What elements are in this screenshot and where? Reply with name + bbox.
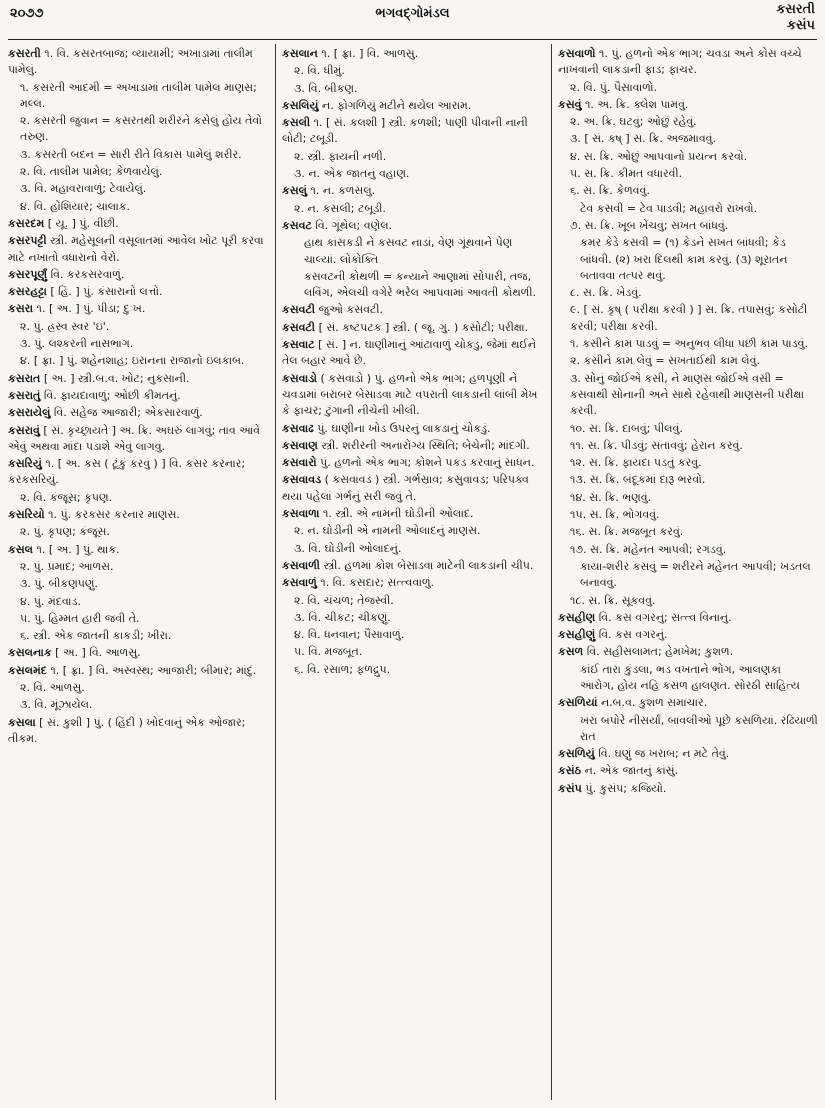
headword: કસવાડો	[282, 371, 318, 385]
headword: કસરા	[8, 302, 34, 316]
dictionary-entry: કસવટી જુઓ કસવટી.	[282, 303, 384, 317]
dictionary-entry: ૩. સોનું જોઈએ કસી, ને માણસ જોઈએ વસી = કસવાથી સોનાની અને સાથે રહેવાથી માણસની પરીક્ષા કરવી.	[570, 371, 805, 418]
dictionary-entry: ૨. વિ. પું. પૈસાવાળો.	[570, 80, 658, 94]
dictionary-entry: ૧૦. સ. ક્રિ. દાબવું; પીલવું.	[570, 421, 683, 435]
dictionary-entry: કસલમંદ ૧. [ ફ્રા. ] વિ. અસ્વસ્થ; આજારી; બીમાર; માંદું.	[8, 663, 257, 677]
dictionary-entry: ૩. વિ. ઘોડીની ઓલાદનું.	[294, 541, 402, 555]
headword: કસલમંદ	[8, 663, 47, 677]
column-2	[282, 46, 546, 1100]
dictionary-entry: ૩. વિ. મૂંઝાયેલ.	[20, 698, 93, 712]
dictionary-entry: ૨. વિ. ધીમું.	[294, 64, 345, 78]
dictionary-entry: કાંઈ તારા કુંડલા, ભડ વખતાને ભોગ, આલણકા આરોગ, હોય નહિ કસળ હાલણત. સોરઠી સાહિત્ય	[580, 662, 800, 692]
dictionary-entry: ૧. કસીને કામ પાડવું = અનુભવ લીધા પછી કામ પાડવું.	[570, 337, 808, 351]
headword: કસવાવડ	[282, 473, 322, 487]
dictionary-entry: કસવાળો ૧. પું. હળનો એક ભાગ; ચવડા અને કોસ વચ્ચે નાખવાની લાકડાની ફાડ; ફાચર.	[558, 47, 802, 77]
headword: કસવારો	[282, 456, 317, 470]
dictionary-entry: ૬. સ. ક્રિ. કેળવવું.	[570, 184, 650, 198]
dictionary-entry: કસરપૂર્ણું વિ. કરકસરવાળું.	[8, 267, 125, 281]
headword: કસવાટ	[282, 338, 315, 352]
dictionary-entry: કસવાટ [ સં. ] ન. ઘાણીમાંનું આંટાવાળું ચોકડું, જેમાં થઈને તેલ બહાર આવે છે.	[282, 338, 537, 368]
dictionary-entry: ૨. કસીને કામ લેવું = સખતાઈથી કામ લેવું.	[570, 354, 760, 368]
dictionary-entry: કસવારો પું. હળનો એક ભાગ; કોશને પકડ કરવાનું સાધન.	[282, 456, 535, 470]
dictionary-entry: ૩. પું. બીકણપણું.	[20, 577, 99, 591]
headword: કસરાવું	[8, 423, 40, 437]
dictionary-entry: કસવાળી સ્ત્રી. હળમાં કોશ બેસાડવા માટેની લાકડાની ચીપ.	[282, 558, 534, 572]
headword: કસંપ	[558, 781, 582, 795]
headword: કસળ	[558, 645, 584, 659]
headword: કસવાઢ	[282, 421, 314, 435]
dictionary-entry: કસરાવું [ સં. કૃચ્છ્રાયતે ] અ. ક્રિ. અઘરું લાગવું; તાવ આવે એવું અથવા માંદા પડાશે એવું લાગવું.	[8, 423, 261, 453]
header-rule	[8, 39, 817, 40]
dictionary-entry: કસળ વિ. સહીસલામત; હેમખેમ; કુશળ.	[558, 645, 734, 659]
headword: કસવું	[558, 97, 582, 111]
headword: કસરાતું	[8, 388, 41, 402]
dictionary-entry: ૧૭. સ. ક્રિ. મહેનત આપવી; રગડવું.	[570, 542, 727, 556]
dictionary-entry: ૨. અ. ક્રિ. ઘટવું; ઓછું રહેવું.	[570, 115, 697, 129]
dictionary-entry: ૨. વિ. કંજૂસ; કૃપણ.	[20, 490, 113, 504]
dictionary-entry: ૭. સ. ક્રિ. ખૂબ ખેંચવું; સખત બાંધવું.	[570, 218, 729, 232]
guide-word-bottom: કસંપ	[786, 18, 815, 33]
headword: કસળિયાં	[558, 696, 598, 710]
headword: કસલા	[8, 715, 36, 729]
headword: કસલિયું	[282, 98, 319, 112]
dictionary-entry: ૫. વિ. મજબૂત.	[294, 645, 363, 659]
dictionary-entry: ૨. પું. પ્રમાદ; આળસ.	[20, 559, 114, 573]
dictionary-entry: ૧૮. સ. ક્રિ. સૂકવવું.	[570, 593, 656, 607]
dictionary-entry: ૧૧. સ. ક્રિ. પીડવું; સતાવવું; હેરાન કરવું.	[570, 438, 743, 452]
headword: કસવાળો	[558, 47, 596, 60]
dictionary-entry: કસળિયાં ન.બ.વ. કુશળ સમાચાર.	[558, 696, 708, 710]
dictionary-entry: ૪. સ. ક્રિ. ઓછું આપવાનો પ્રયત્ન કરવો.	[570, 149, 748, 163]
dictionary-entry: કસલું ૧. ન. કળસલું.	[282, 184, 376, 198]
dictionary-entry: ૫. સ. ક્રિ. કીમત વધારવી.	[570, 167, 683, 181]
dictionary-entry: કસવાઢ પું. ઘાણીના ખોડ ઉપરનું લાકડાનું ચોકડું.	[282, 421, 491, 435]
dictionary-entry: કસલ ૧. [ અ. ] પું. થાક.	[8, 542, 120, 556]
dictionary-entry: ૪. વિ. ધનવાન; પૈસાવાળું.	[294, 628, 405, 642]
dictionary-entry: કસવટની કોથળી = કન્યાને આણામાં સોપારી, તજ, લવિંગ, એલચી વગેરે ભરેલ આપવામાં આવતી કોથળી.	[304, 269, 536, 300]
dictionary-entry: ૩. [ સં. કષ્ ] સ. ક્રિ. અજમાવવું.	[570, 132, 717, 146]
dictionary-entry: કસરાતું વિ. ફાયદાવાળું; ઓછી કીમતનું.	[8, 388, 181, 402]
headword: કસલી	[282, 116, 311, 130]
headword: કસલ	[8, 542, 33, 556]
headword: કસલનાક	[8, 646, 52, 660]
dictionary-entry: ૩. વિ. ચીકટ; ચીકણું.	[294, 610, 391, 624]
headword: કસહીણ	[558, 610, 596, 624]
dictionary-entry: કસરા ૧. [ અ. ] પું. પીડા; દુઃખ.	[8, 302, 146, 316]
headword: કસરિયો	[8, 508, 45, 522]
dictionary-entry: ૮. સ. ક્રિ. ખેડવું.	[570, 286, 642, 300]
dictionary-entry: કસવું ૧. અ. ક્રિ. ક્લેશ પામવું.	[558, 97, 689, 111]
dictionary-entry: ૨. વિ. આળસુ.	[20, 680, 85, 694]
headword: કસરાત	[8, 371, 41, 385]
dictionary-entry: ૩. પું. લશ્કરની નાસભાગ.	[20, 337, 134, 351]
dictionary-entry: હાથ કાંસકડી ને કસવટ નાડાં, વેણ ગૂંથવાને પેણ ચાલ્યાં. લોકોક્તિ	[304, 236, 513, 266]
dictionary-entry: કસહીણ વિ. કસ વગરનું; સત્ત્વ વિનાનું.	[558, 610, 732, 624]
dictionary-entry: કસલાન ૧. [ ફ્રા. ] વિ. આળસુ.	[282, 47, 419, 60]
headword: કસલું	[282, 184, 307, 198]
dictionary-entry: કસવાણ સ્ત્રી. શરીરની અનારોગ્ય સ્થિતિ; બેચેની; માંદગી.	[282, 438, 530, 452]
dictionary-entry: ખરા બપોરે નીસર્યાં, બાવલીઓ પૂછે કસળિયાં. રઢિયાળી રાત	[580, 713, 818, 743]
column-divider	[275, 44, 276, 1100]
dictionary-entry: ૬. સ્ત્રી. એક જાતની કાકડી; ખીરા.	[20, 629, 172, 643]
dictionary-entry: ૩. કસરતી બદન = સારી રીતે વિકાસ પામેલું શરીર.	[20, 147, 242, 161]
dictionary-entry: કમર કેડે કસવી = (૧) કેડને સખત બાંધવી; કેડ બાંધવી. (૨) ખરા દિલથી કામ કરવું. (૩) શૂરાતન બતાવવા તત્પર થવું.	[580, 236, 788, 282]
page-title: ભગવદ્ગોમંડલ	[375, 6, 450, 21]
dictionary-entry: કસવાળા ૧. સ્ત્રી. એ નામની ઘોડીની ઓલાદ.	[282, 507, 474, 521]
dictionary-entry: ૨. વિ. તાલીમ પામેલ; કેળવાયેલું.	[20, 165, 163, 179]
dictionary-entry: ૯. [ સં. કૃષ્ ( પરીક્ષા કરવી ) ] સ. ક્રિ. તપાસવું; કસોટી કરવી; પરીક્ષા કરવી.	[570, 303, 808, 333]
dictionary-entry: કસલિયું ન. ફોગળિયું મટીને થયેલ આરામ.	[282, 98, 472, 112]
headword: કસવાળું	[282, 576, 317, 590]
dictionary-entry: કસલનાક [ અ. ] વિ. આળસુ.	[8, 646, 141, 660]
dictionary-entry: કસરિયો ૧. પું. કરકસર કરનાર માણસ.	[8, 508, 180, 522]
dictionary-entry: કસંપ પું. કુસંપ; કજિયો.	[558, 781, 667, 795]
dictionary-entry: કસરપટ્ટી સ્ત્રી. મહેસૂલની વસૂલાતમાં આવેલ ખોટ પૂરી કરવા માટે નખાતો વધારાનો વેરો.	[8, 234, 264, 264]
dictionary-entry: ૨. ન. કસલી; ટબૂડી.	[294, 201, 386, 215]
dictionary-entry: કસળિયું વિ. ઘણું જ ખરાબ; ન મટે તેવું.	[558, 747, 730, 761]
headword: કસરદમ	[8, 216, 45, 230]
dictionary-entry: કસલી ૧. [ સં. કલશી ] સ્ત્રી. કળશી; પાણી પીવાની નાની લોટી; ટબૂડી.	[282, 116, 528, 146]
headword: કસરહટ્ટા	[8, 285, 47, 299]
dictionary-entry: ૩. વિ. બીકણ.	[294, 81, 358, 95]
dictionary-entry: ટેવ કસવી = ટેવ પાડવી; મહાવરો રાખવો.	[580, 201, 758, 215]
dictionary-entry: કસંઠ ન. એક જાતનું કાંસું.	[558, 764, 679, 778]
dictionary-entry: કસરહટ્ટા [ હિં. ] પું. કંસારાનો લત્તો.	[8, 285, 163, 299]
dictionary-entry: ૨. વિ. ચંચળ; તેજસ્વી.	[294, 593, 394, 607]
dictionary-entry: ૨. કસરતી જુવાન = કસરતથી શરીરને કસેલું હોય તેવો તરુણ.	[20, 114, 262, 144]
dictionary-entry: કસલા [ સં. કુશી ] પું. ( હિંદી ) ખોદવાનું એક ઓજાર; તીકમ.	[8, 715, 246, 745]
guide-word-top: કસરતી	[776, 2, 815, 17]
column-3	[558, 46, 818, 1100]
dictionary-entry: ૨. પું. હ્રસ્વ સ્વર 'ઇ'.	[20, 319, 110, 333]
headword: કસરપટ્ટી	[8, 234, 47, 248]
headword: કસરાયેલું	[8, 406, 51, 420]
dictionary-entry: કસહીણું વિ. કસ વગરનું.	[558, 628, 668, 642]
headword: કસંઠ	[558, 764, 582, 778]
headword: કસહીણું	[558, 628, 596, 642]
dictionary-entry: કસરાત [ અ. ] સ્ત્રી.બ.વ. ખોટ; નુકસાની.	[8, 371, 190, 385]
dictionary-entry: ૨. પું. કૃપણ; કંજૂસ.	[20, 525, 110, 539]
dictionary-entry: કસવાળું ૧. વિ. કસદાર; સત્ત્વવાળું.	[282, 576, 435, 590]
dictionary-entry: ૧. કસરતી આદમી = અખાડામાં તાલીમ પામેલ માણસ; મલ્લ.	[20, 80, 257, 110]
headword: કસરિયું	[8, 457, 42, 471]
dictionary-entry: ૧૫. સ. ક્રિ. ભોગવવું.	[570, 508, 660, 522]
headword: કસવાણ	[282, 438, 318, 452]
dictionary-entry: ૧૬. સ. ક્રિ. મજબૂત કરવું.	[570, 525, 684, 539]
column-divider	[551, 44, 552, 1100]
dictionary-entry: ૩. વિ. મહાવરાવાળું; ટેવાયેલું.	[20, 182, 147, 196]
dictionary-entry: ૪. [ ફ્રા. ] પું. શહેનશાહ; ઇરાનના રાજાનો ઇલકાબ.	[20, 354, 245, 368]
headword: કસલાન	[282, 47, 318, 60]
dictionary-entry: ૧૪. સ. ક્રિ. ભણવું.	[570, 490, 652, 504]
dictionary-entry: ૬. વિ. રસાળ; ફળદ્રુપ.	[294, 662, 391, 676]
dictionary-entry: કસરિયું ૧. [ અ. કસ ( ટૂંકું કરવું ) ] વિ. કસર કરનાર; કરકસરિયું.	[8, 457, 246, 487]
dictionary-entry: કસરાયેલું વિ. સહેજ આજારી; એકસારવાળું.	[8, 406, 203, 420]
page-header	[0, 0, 825, 40]
headword: કસવટી	[282, 303, 316, 317]
headword: કસવટી	[282, 320, 316, 334]
dictionary-entry: ૪. પું. મંદવાડ.	[20, 594, 81, 608]
dictionary-entry: ૫. પું. હિમ્મત હારી જવી તે.	[20, 611, 140, 625]
headword: કસવાળી	[282, 558, 320, 572]
guide-words	[776, 2, 815, 34]
dictionary-entry: ૪. વિ. હોશિયાર; ચાલાક.	[20, 199, 131, 213]
dictionary-entry: કાયા-શરીર કસવું = શરીરને મહેનત આપવી; ખડતલ બનાવવું.	[580, 559, 811, 590]
dictionary-entry: કસવાવડ ( કસવાવડ ) સ્ત્રી. ગર્ભસ્રાવ; કસુવાવડ; પરિપક્વ થયા પહેલાં ગર્ભનું સરી જવું તે.	[282, 473, 529, 503]
dictionary-entry: કસરદમ [ યૂ. ] પું. વીંછી.	[8, 216, 119, 230]
dictionary-entry: ૧૩. સ. ક્રિ. બંદૂકમાં દારૂ ભરવો.	[570, 473, 706, 487]
headword: કસવાળા	[282, 507, 320, 521]
dictionary-entry: કસવટ વિ. ગૂંથેલ; વણેલ.	[282, 218, 393, 232]
dictionary-entry: ૩. ન. એક જાતનું વહાણ.	[294, 167, 410, 181]
dictionary-entry: કસરતી ૧. વિ. કસરતબાજ; વ્યાયામી; અખાડામાં તાલીમ પામેલું.	[8, 47, 253, 77]
headword: કસવટ	[282, 218, 312, 232]
dictionary-entry: ૨. ન. ઘોડીની એ નામની ઓલાદનું માણસ.	[294, 524, 481, 538]
headword: કસરપૂર્ણું	[8, 267, 48, 281]
headword: કસળિયું	[558, 747, 595, 761]
dictionary-entry: ૧૨. સ. ક્રિ. ફાયદા પડતું કરવું.	[570, 456, 702, 470]
headword: કસરતી	[8, 47, 41, 60]
dictionary-entry: ૨. સ્ત્રી. ફાયની નળી.	[294, 149, 387, 163]
dictionary-entry: કસવાડો ( કસવાડો ) પું. હળનો એક ભાગ; હળપૂણી ને ચવડામાં બરાબર બેસાડવા માટે વપરાતી લાકડાની લાંબી મેખ કે ફાચર; ટુંગાની નીચેની ખીલી.	[282, 371, 538, 418]
column-1	[8, 46, 270, 1100]
page-number: ૨૦૭૭	[10, 6, 44, 21]
dictionary-entry: કસવટી [ સં. કષ્ટપટક ] સ્ત્રી. ( જૂ. ગુ. ) કસોટી; પરીક્ષા.	[282, 320, 529, 334]
